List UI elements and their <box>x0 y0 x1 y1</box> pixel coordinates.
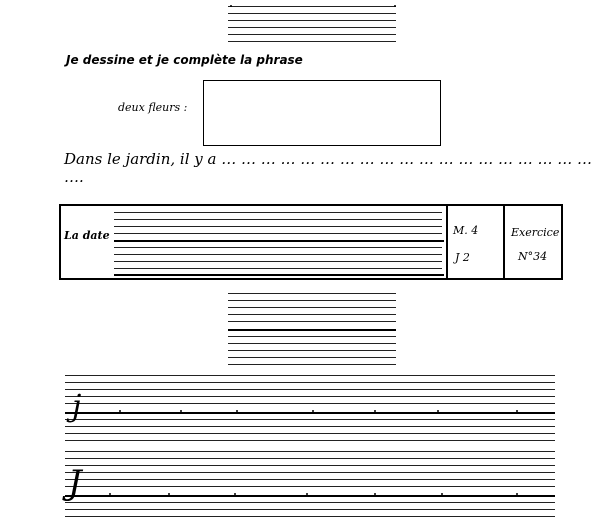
draw-label: deux fleurs : <box>118 101 188 114</box>
drawing-box[interactable] <box>203 80 441 146</box>
header-divider-1 <box>446 204 448 278</box>
header-divider-2 <box>503 204 505 278</box>
model-letter-lower: j <box>72 389 82 424</box>
exercise-number: N°34 <box>518 250 548 263</box>
level-m: M. 4 <box>453 224 479 237</box>
date-label: La date <box>64 229 110 242</box>
exercise-title: Exercice <box>511 226 560 239</box>
completion-sentence: Dans le jardin, il y a … … … … … … … … … … … … … … … … … … … …. <box>64 150 593 186</box>
level-j: J 2 <box>455 251 470 264</box>
instruction-heading: Je dessine et je complète la phrase <box>66 53 303 67</box>
model-letter-upper: J <box>68 463 82 503</box>
